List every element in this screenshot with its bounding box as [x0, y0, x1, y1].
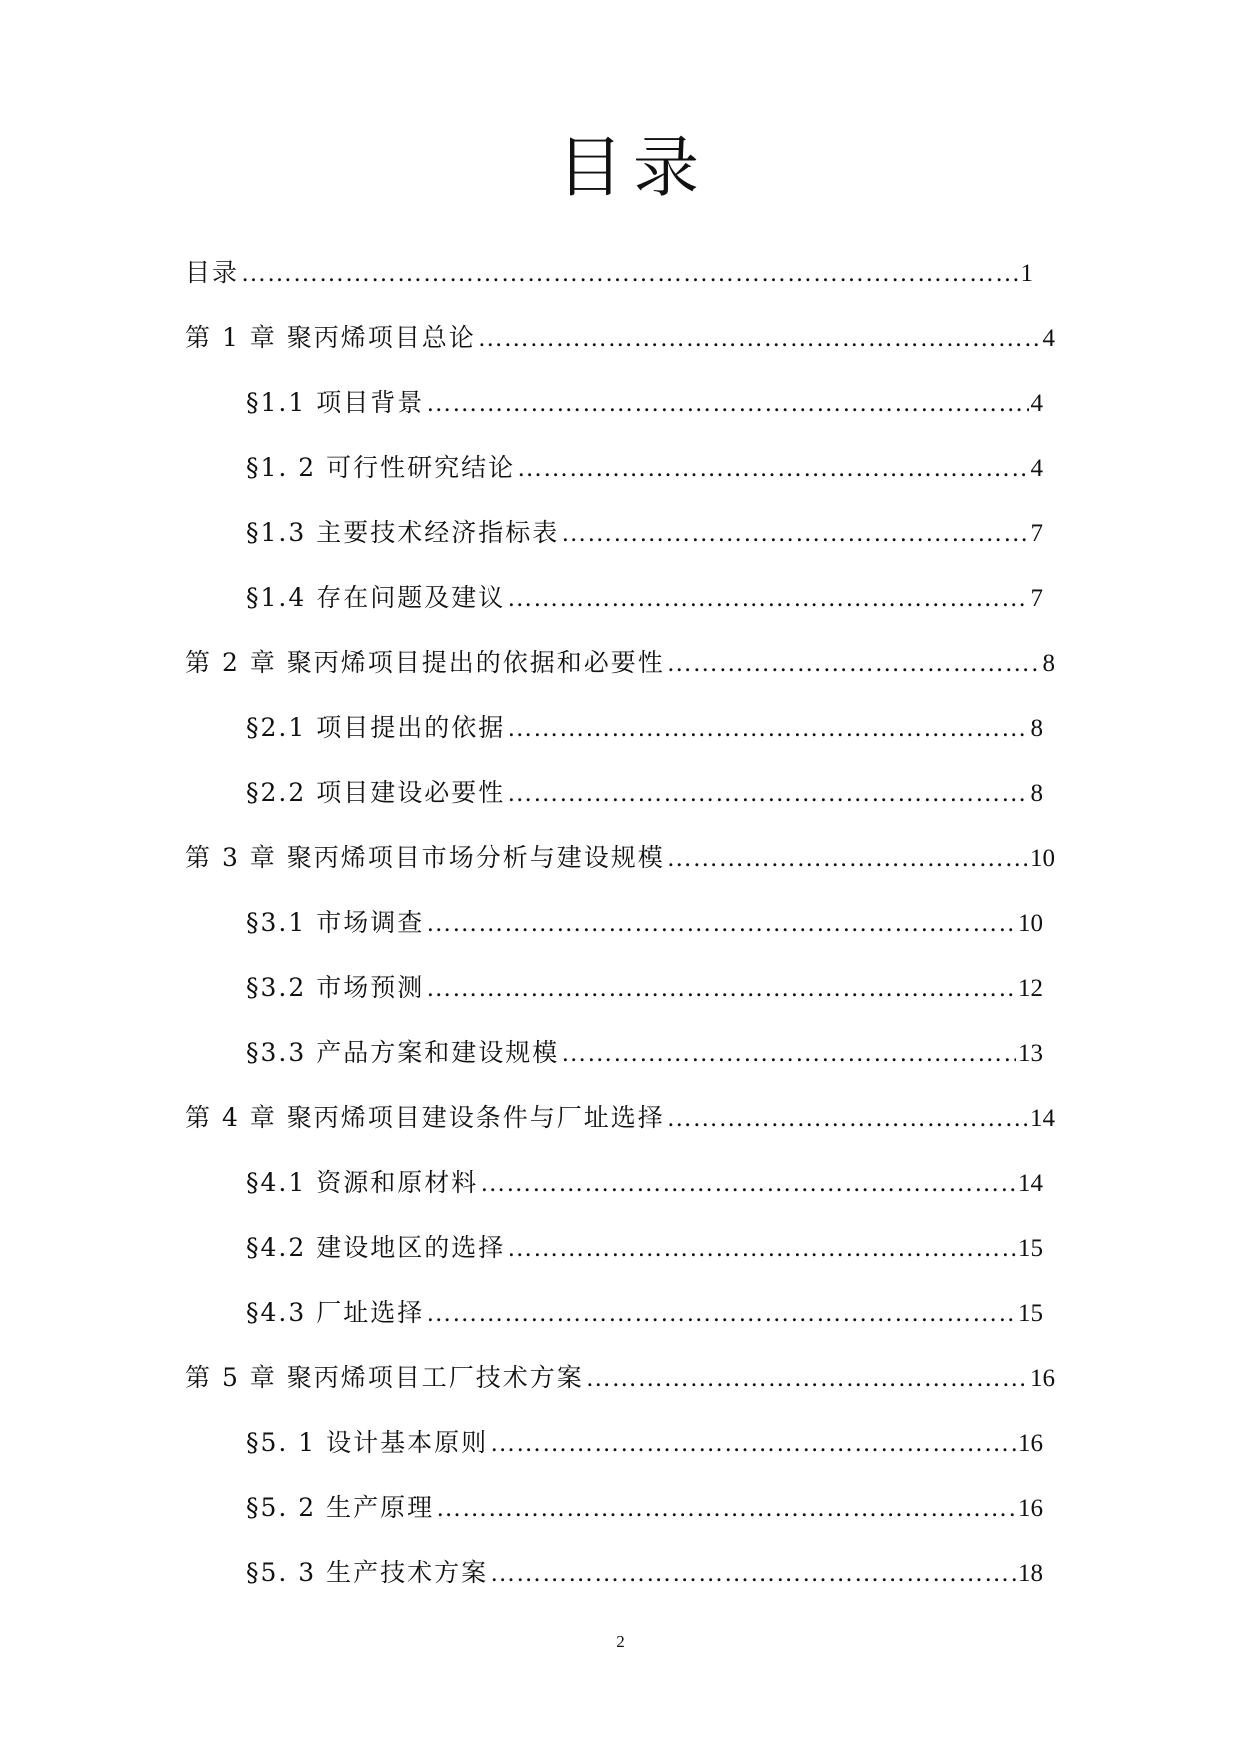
toc-entry-section-5-3[interactable]	[0, 1558, 1043, 1623]
toc-entry-page: 14	[1030, 1105, 1055, 1132]
toc-entry-page: 10	[1018, 910, 1043, 937]
toc-entry-section-1-3[interactable]	[0, 518, 1043, 583]
toc-dot-leader	[490, 1429, 1016, 1459]
toc-entry-section-4-1[interactable]	[0, 1168, 1043, 1233]
toc-dot-leader	[517, 454, 1028, 484]
toc-entry-page: 14	[1018, 1170, 1043, 1197]
toc-entry-label: §3.2 市场预测	[246, 973, 425, 1002]
toc-entry-page: 13	[1018, 1040, 1043, 1067]
toc-dot-leader	[426, 1299, 1016, 1329]
toc-entry-page: 16	[1018, 1495, 1043, 1522]
toc-entry-chapter-4[interactable]	[0, 1103, 1055, 1168]
toc-entry-label: §5. 2 生产原理	[246, 1493, 435, 1522]
toc-entry-label: 目录	[185, 258, 240, 287]
toc-entry-page: 4	[1030, 455, 1043, 482]
toc-entry-label: §1.4 存在问题及建议	[246, 583, 506, 612]
page-title: 目录	[557, 129, 709, 206]
toc-dot-leader	[561, 519, 1028, 549]
toc-dot-leader	[507, 779, 1028, 809]
toc-entry-page: 8	[1042, 650, 1055, 677]
toc-entry-label: §5. 3 生产技术方案	[246, 1558, 489, 1587]
toc-entry-label: §2.1 项目提出的依据	[246, 713, 506, 742]
toc-entry-page: 8	[1030, 715, 1043, 742]
toc-entry-page: 7	[1030, 520, 1043, 547]
toc-entry-page: 10	[1030, 845, 1055, 872]
toc-dot-leader	[241, 259, 1018, 289]
toc-entry-page: 12	[1018, 975, 1043, 1002]
toc-dot-leader	[586, 1364, 1028, 1394]
toc-dot-leader	[667, 1104, 1028, 1134]
table-of-contents	[0, 258, 1241, 1623]
toc-entry-label: 第 5 章 聚丙烯项目工厂技术方案	[185, 1363, 584, 1392]
footer-page-number: 2	[616, 1632, 625, 1651]
toc-entry-chapter-3[interactable]	[0, 843, 1055, 908]
toc-entry-section-3-3[interactable]	[0, 1038, 1043, 1103]
toc-dot-leader	[436, 1494, 1016, 1524]
toc-dot-leader	[507, 714, 1028, 744]
toc-entry-section-1-4[interactable]	[0, 583, 1043, 648]
toc-dot-leader	[426, 909, 1016, 939]
toc-entry-label: 第 1 章 聚丙烯项目总论	[185, 323, 476, 352]
toc-entry-contents[interactable]	[0, 258, 1033, 323]
toc-entry-page: 1	[1020, 260, 1033, 287]
toc-entry-chapter-1[interactable]	[0, 323, 1055, 388]
toc-entry-page: 4	[1030, 390, 1043, 417]
toc-entry-label: §5. 1 设计基本原则	[246, 1428, 489, 1457]
toc-dot-leader	[507, 1234, 1016, 1264]
toc-entry-section-4-2[interactable]	[0, 1233, 1043, 1298]
toc-dot-leader	[667, 844, 1028, 874]
toc-entry-label: 第 3 章 聚丙烯项目市场分析与建设规模	[185, 843, 665, 872]
toc-entry-label: §1. 2 可行性研究结论	[246, 453, 516, 482]
toc-entry-page: 4	[1042, 325, 1055, 352]
toc-entry-label: §2.2 项目建设必要性	[246, 778, 506, 807]
toc-entry-section-3-2[interactable]	[0, 973, 1043, 1038]
toc-entry-label: §1.1 项目背景	[246, 388, 425, 417]
toc-entry-section-5-2[interactable]	[0, 1493, 1043, 1558]
toc-dot-leader	[426, 974, 1016, 1004]
toc-entry-label: §4.3 厂址选择	[246, 1298, 425, 1327]
toc-entry-label: §3.1 市场调查	[246, 908, 425, 937]
toc-entry-page: 16	[1030, 1365, 1055, 1392]
toc-dot-leader	[426, 389, 1028, 419]
toc-entry-page: 15	[1018, 1300, 1043, 1327]
toc-entry-section-2-2[interactable]	[0, 778, 1043, 843]
toc-entry-label: 第 4 章 聚丙烯项目建设条件与厂址选择	[185, 1103, 665, 1132]
toc-entry-page: 18	[1018, 1560, 1043, 1587]
toc-entry-section-3-1[interactable]	[0, 908, 1043, 973]
toc-entry-page: 15	[1018, 1235, 1043, 1262]
toc-dot-leader	[480, 1169, 1016, 1199]
toc-entry-section-2-1[interactable]	[0, 713, 1043, 778]
toc-entry-label: §4.1 资源和原材料	[246, 1168, 479, 1197]
toc-dot-leader	[490, 1559, 1016, 1589]
toc-entry-section-1-2[interactable]	[0, 453, 1043, 518]
toc-entry-label: 第 2 章 聚丙烯项目提出的依据和必要性	[185, 648, 665, 677]
toc-entry-chapter-2[interactable]	[0, 648, 1055, 713]
toc-entry-label: §3.3 产品方案和建设规模	[246, 1038, 560, 1067]
toc-entry-label: §4.2 建设地区的选择	[246, 1233, 506, 1262]
toc-entry-chapter-5[interactable]	[0, 1363, 1055, 1428]
toc-entry-section-4-3[interactable]	[0, 1298, 1043, 1363]
toc-entry-page: 16	[1018, 1430, 1043, 1457]
toc-entry-section-1-1[interactable]	[0, 388, 1043, 453]
toc-dot-leader	[478, 324, 1041, 354]
toc-entry-label: §1.3 主要技术经济指标表	[246, 518, 560, 547]
toc-entry-page: 8	[1030, 780, 1043, 807]
toc-dot-leader	[507, 584, 1028, 614]
toc-dot-leader	[667, 649, 1041, 679]
toc-entry-page: 7	[1030, 585, 1043, 612]
toc-dot-leader	[561, 1039, 1016, 1069]
toc-entry-section-5-1[interactable]	[0, 1428, 1043, 1493]
